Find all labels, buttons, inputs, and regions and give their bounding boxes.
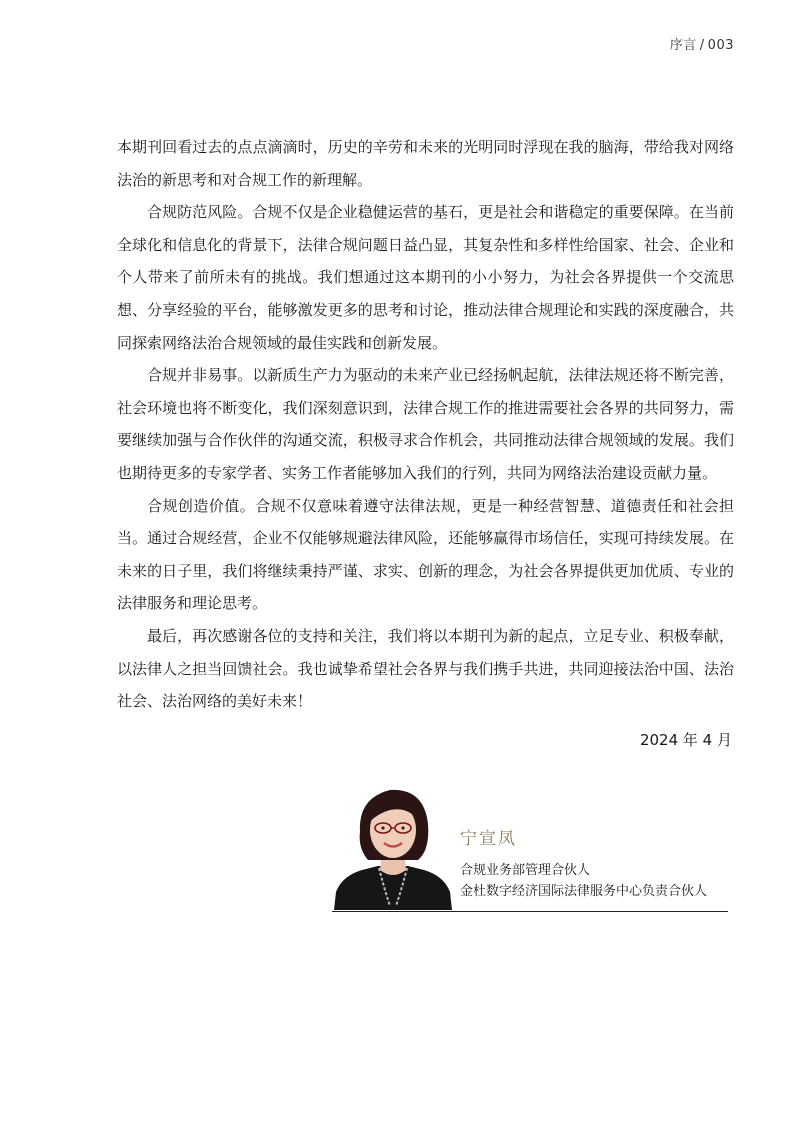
paragraph-difficulty: 合规并非易事。以新质生产力为驱动的未来产业已经扬帆起航，法律法规还将不断完善，社会环境也将不断变化，我们深刻意识到，法律合规工作的推进需要社会各界的共同努力，需要继续加强与合作伙伴的沟通交流，积极寻求合作机会，共同推动法律合规领域的发展。我们也期待更多的专家学者、实务工作者能够加入我们的行列，共同为网络法治建设贡献力量。: [117, 366, 734, 482]
preface-body: [117, 131, 734, 718]
paragraph-intro: 本期刊回看过去的点点滴滴时，历史的辛劳和未来的光明同时浮现在我的脑海，带给我对网络法治的新思考和对合规工作的新理解。: [117, 138, 734, 189]
author-title-2: 金杜数字经济国际法律服务中心负责合伙人: [460, 884, 708, 899]
author-signature-block: [332, 780, 728, 912]
paragraph-risk: 合规防范风险。合规不仅是企业稳健运营的基石，更是社会和谐稳定的重要保障。在当前全球化和信息化的背景下，法律合规问题日益凸显，其复杂性和多样性给国家、社会、企业和个人带来了前所未有的挑战。我们想通过这本期刊的小小努力，为社会各界提供一个交流思想、分享经验的平台，能够激发更多的思考和讨论，推动法律合规理论和实践的深度融合，共同探索网络法治合规领域的最佳实践和创新发展。: [117, 203, 734, 352]
page-number: 003: [707, 38, 734, 53]
page-header: [670, 34, 734, 53]
paragraph-value: 合规创造价值。合规不仅意味着遵守法律法规，更是一种经营智慧、道德责任和社会担当。通过合规经营，企业不仅能够规避法律风险，还能够赢得市场信任，实现可持续发展。在未来的日子里，我们将继续秉持严谨、求实、创新的理念，为社会各界提供更加优质、专业的法律服务和理论思考。: [117, 496, 734, 613]
author-portrait-image: [332, 780, 454, 910]
section-label: 序言: [669, 38, 697, 53]
preface-date: 2024 年 4 月: [639, 731, 732, 749]
author-name: 宁宣凤: [460, 829, 517, 849]
header-separator: /: [699, 38, 705, 53]
author-title-1: 合规业务部管理合伙人: [460, 863, 591, 878]
paragraph-closing: 最后，再次感谢各位的支持和关注，我们将以本期刊为新的起点，立足专业、积极奉献，以法律人之担当回馈社会。我也诚挚希望社会各界与我们携手共进，共同迎接法治中国、法治社会、法治网络的美好未来！: [117, 626, 734, 711]
author-portrait: [332, 780, 454, 910]
